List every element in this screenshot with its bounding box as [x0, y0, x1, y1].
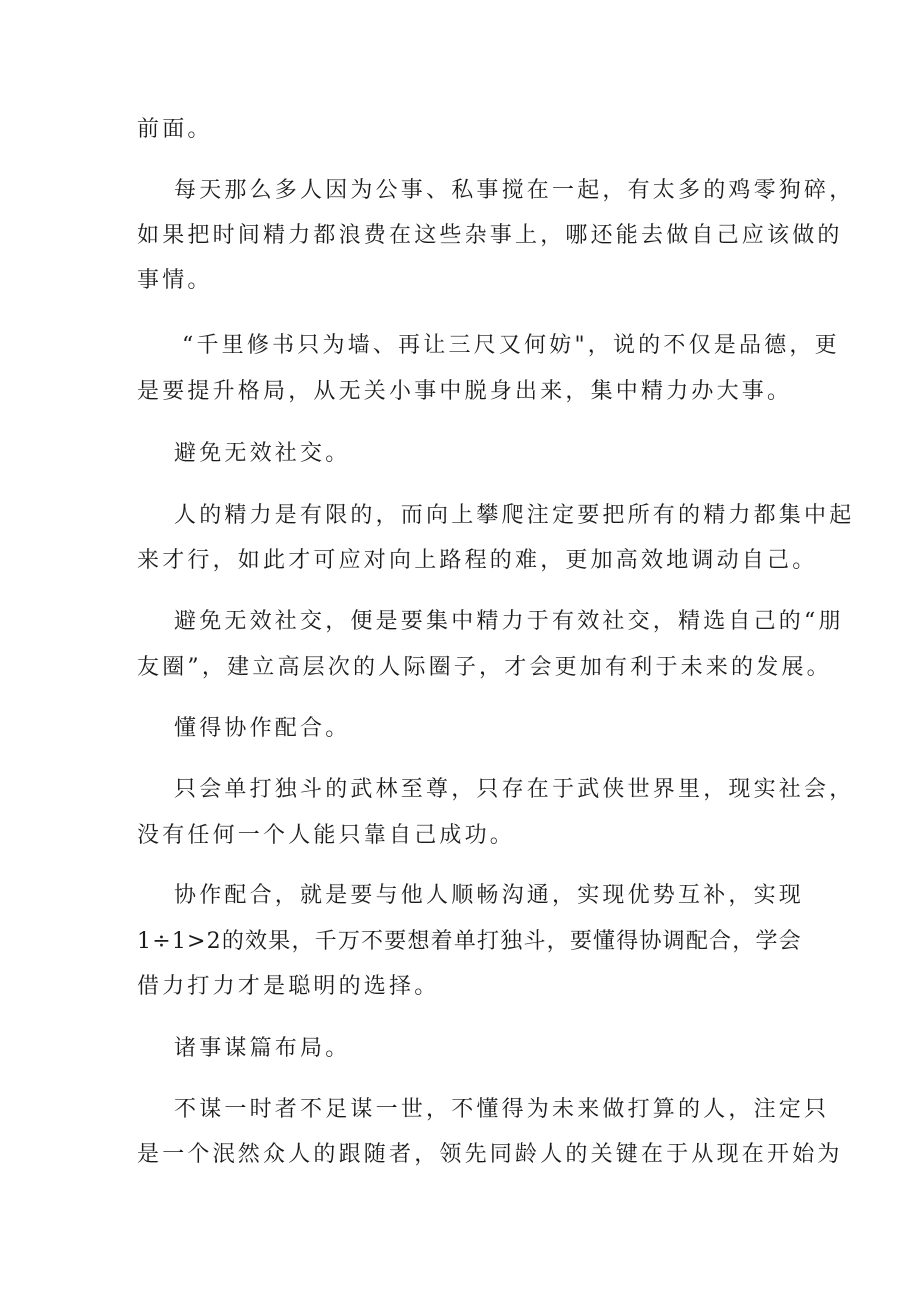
paragraph-line: 是一个泯然众人的跟随者，领先同龄人的关键在于从现在开始为	[137, 1142, 843, 1167]
paragraph-line: 每天那么多人因为公事、私事搅在一起，有太多的鸡零狗碎，	[174, 178, 855, 203]
paragraph-line: “千里修书只为墙、再让三尺又何妨"，说的不仅是品德，更	[182, 333, 840, 358]
paragraph-line: 如果把时间精力都浪费在这些杂事上，哪还能去做自己应该做的	[137, 223, 843, 248]
section-heading: 诸事谋篇布局。	[174, 1036, 351, 1061]
paragraph-line: 借力打力才是聪明的选择。	[137, 974, 440, 999]
section-heading: 懂得协作配合。	[174, 716, 351, 741]
paragraph-line: 人的精力是有限的，而向上攀爬注定要把所有的精力都集中起	[174, 503, 855, 528]
paragraph-line: 1÷1>2的效果，千万不要想着单打独斗，要懂得协调配合，学会	[137, 929, 802, 954]
paragraph-line: 只会单打独斗的武林至尊，只存在于武侠世界里，现实社会，	[174, 777, 855, 802]
paragraph-line: 友圈”，建立高层次的人际圈子，才会更加有利于未来的发展。	[137, 655, 832, 680]
section-heading: 避免无效社交。	[174, 441, 351, 466]
paragraph-line: 不谋一时者不足谋一世，不懂得为未来做打算的人，注定只	[174, 1097, 830, 1122]
paragraph-line: 事情。	[137, 268, 213, 293]
paragraph-line: 没有任何一个人能只靠自己成功。	[137, 823, 516, 848]
paragraph-line: 来才行，如此才可应对向上路程的难，更加高效地调动自己。	[137, 548, 818, 573]
paragraph-line: 协作配合，就是要与他人顺畅沟通，实现优势互补，实现	[174, 883, 805, 908]
paragraph-line: 前面。	[137, 117, 213, 142]
paragraph-line: 是要提升格局，从无关小事中脱身出来，集中精力办大事。	[137, 379, 793, 404]
paragraph-line: 避免无效社交，便是要集中精力于有效社交，精选自己的“朋	[174, 609, 844, 634]
